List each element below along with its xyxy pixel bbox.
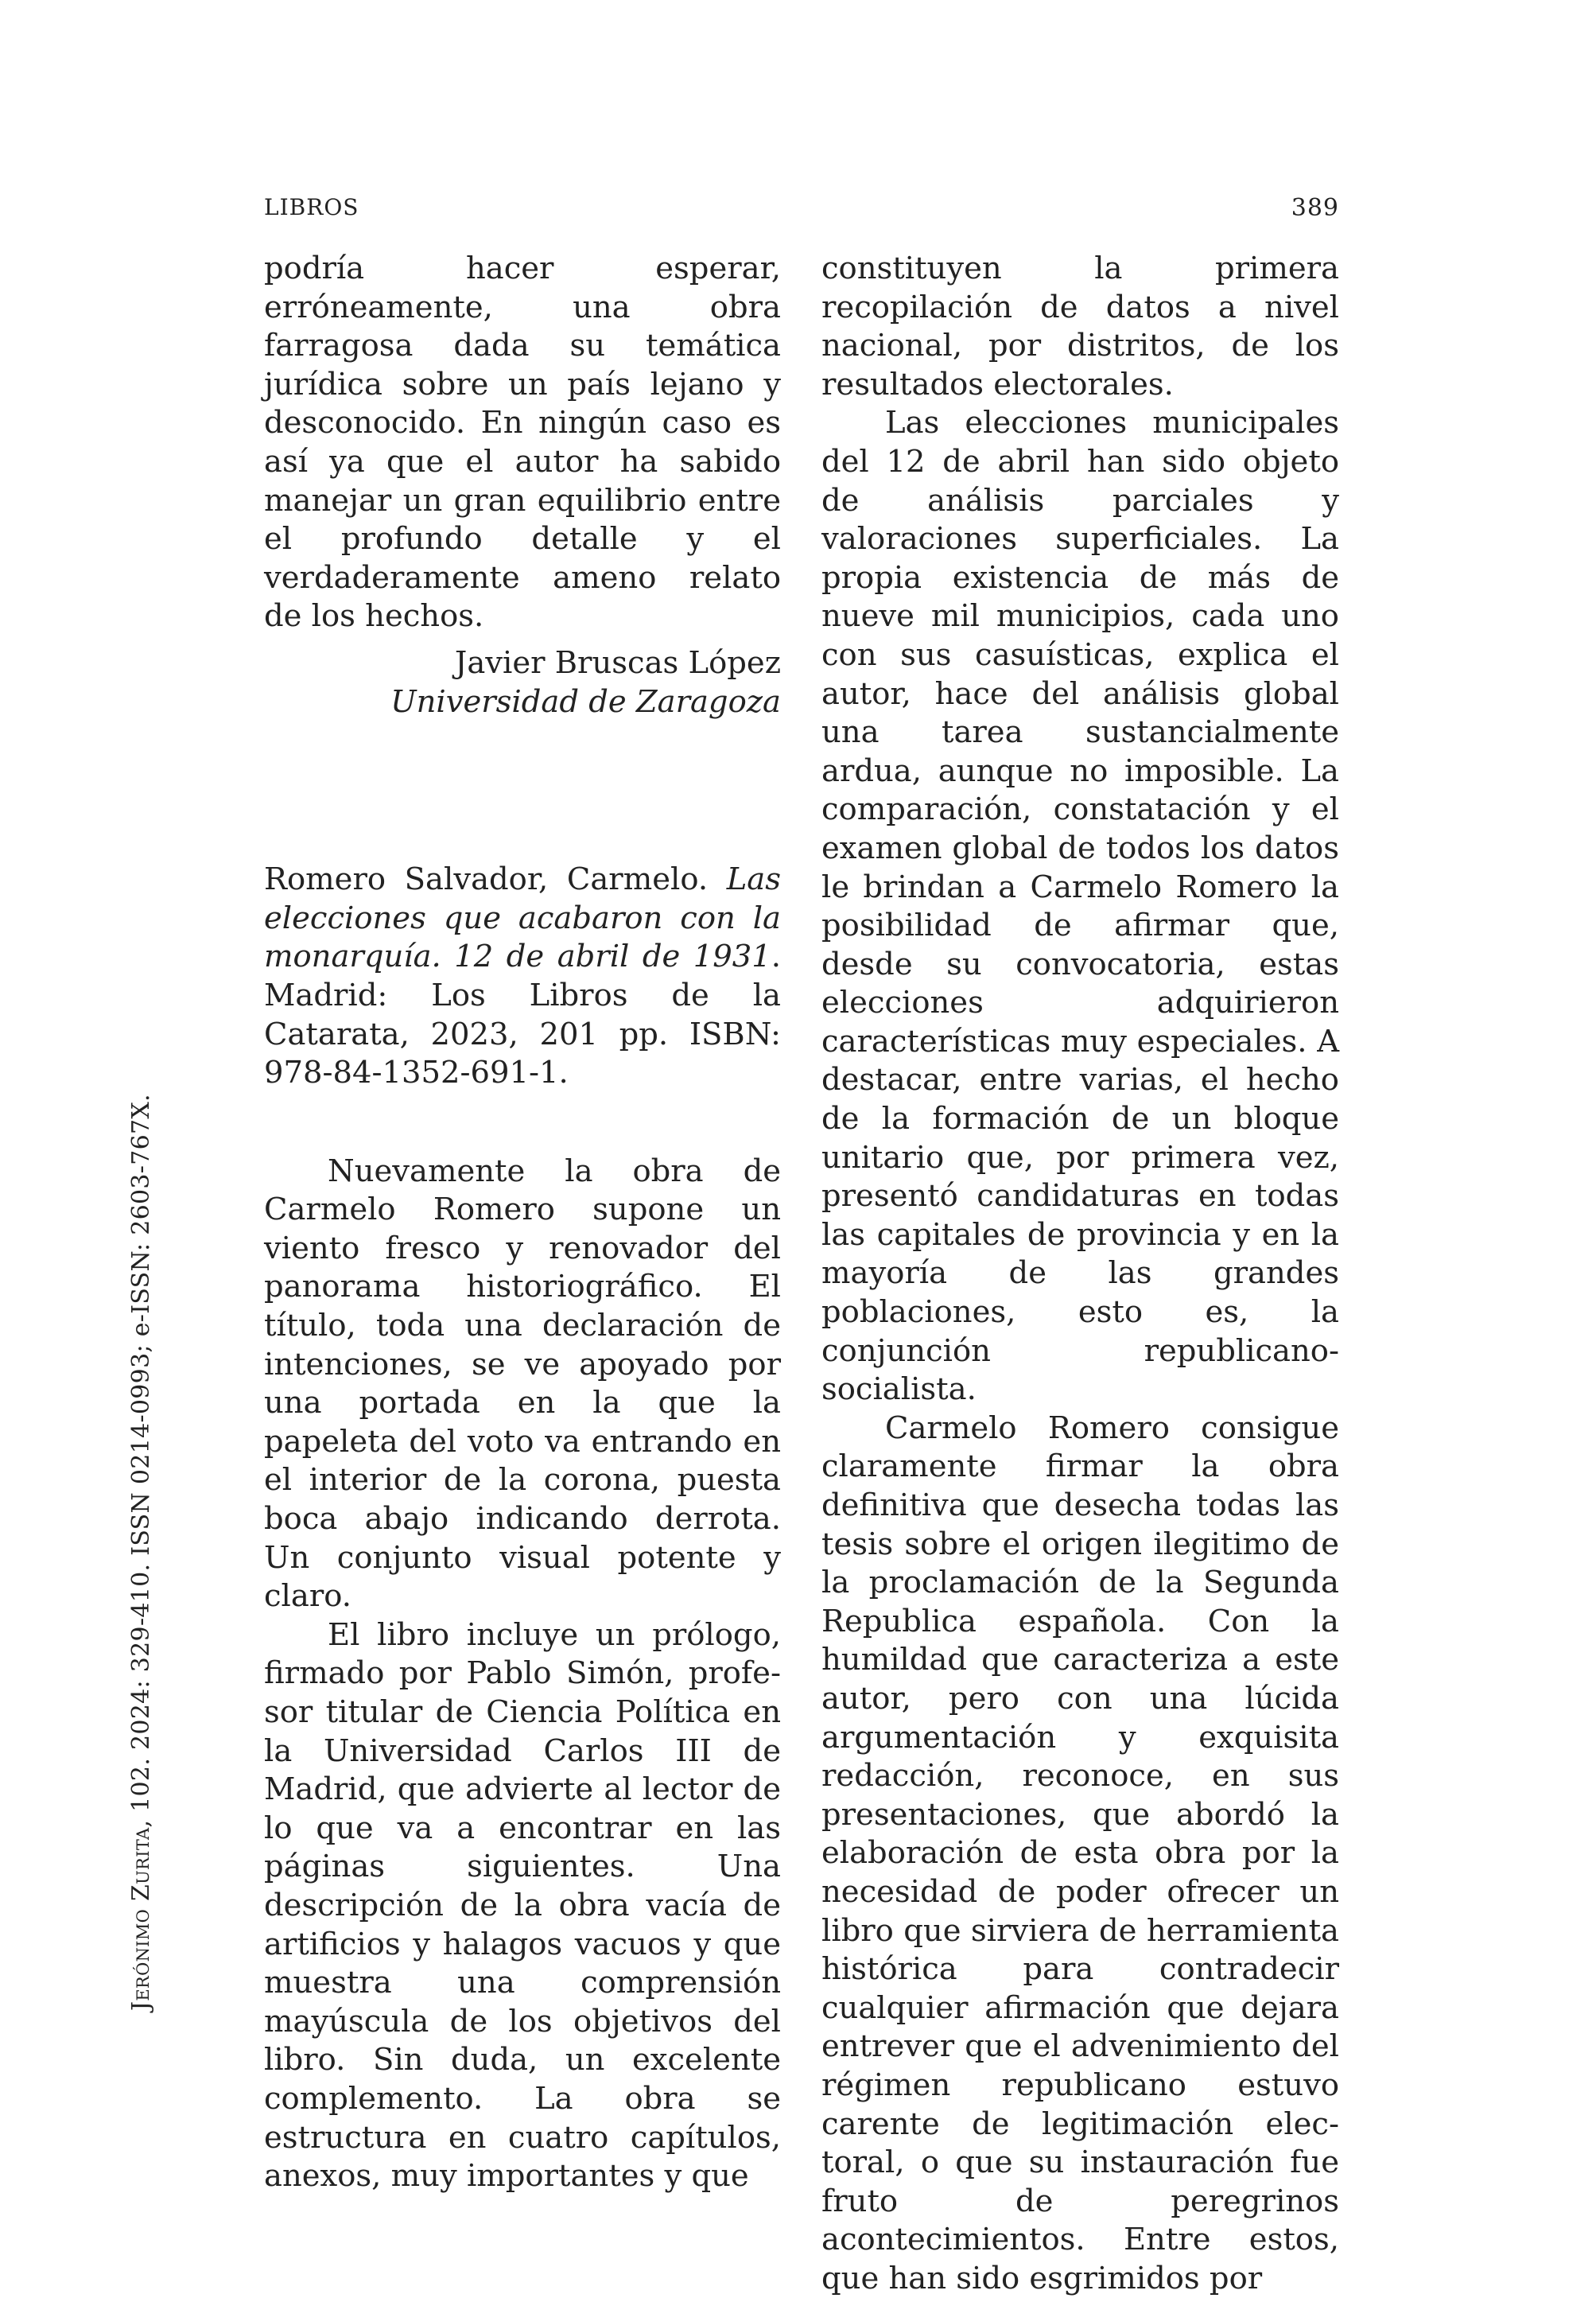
left-column (264, 250, 781, 2196)
paragraph: El libro incluye un prólogo, firmado por Pablo Simón, profesor titular de Ciencia Política en la Universidad Carlos III de Madrid, que advierte al lector de lo que va a encontrar en las páginas siguientes. Una descripción de la obra vacía de artificios y halagos vacuos y que muestra una comprensión mayúscula de los objetivos del libro. Sin duda, un excelente complemento. La obra se estructura en cuatro capítulos, anexos, muy importantes y que (264, 1616, 781, 2195)
spacer (264, 1093, 781, 1153)
paragraph-continued-right: constituyen la primera recopilación de datos a nivel nacional, por distritos, de los resultados electorales. (821, 251, 1339, 402)
paragraph: Las elecciones municipales del 12 de abril han sido objeto de análisis parciales y valoraciones superficiales. La propia existencia de más de nueve mil municipios, cada uno con sus casuísticas, explica el autor, hace del análisis global una tarea sustancialmente ardua, aunque no imposible. La comparación, constatación y el examen global de todos los datos le brindan a Carmelo Romero la posibilidad de afirmar que, desde su convocatoria, estas elecciones adquirieron características muy especiales. A destacar, entre varias, el hecho de la formación de un bloque unitario que, por primera vez, presentó candidaturas en todas las capitales de provincia y en la mayoría de las grandes poblaciones, esto es, la conjunción republicano-socialista. (821, 405, 1339, 1408)
reviewer-name: Javier Bruscas López (454, 644, 781, 681)
citation-title: Las elecciones que acabaron con la monarquía. 12 de abril de 1931 (264, 861, 781, 975)
book-citation (264, 861, 781, 1093)
spacer (264, 721, 781, 861)
citation-author: Romero Salvador, Carmelo. (264, 861, 709, 898)
paragraph: Nuevamente la obra de Carmelo Romero supone un viento fresco y renovador del panorama historiográfico. El título, toda una declaración de intenciones, se ve apoyado por una portada en la que la papeleta del voto va entrando en el interior de la corona, puesta boca abajo indicando derrota. Un conjunto visual potente y claro. (264, 1153, 781, 1615)
paragraph-continued-left: podría hacer esperar, erróneamente, una obra farragosa dada su temática jurídica sobre un país lejano y desconocido. En ningún caso es así ya que el autor ha sabido manejar un gran equilibrio entre el profundo detalle y el verdaderamente ameno relato de los hechos. (264, 251, 781, 635)
spine-citation (127, 1094, 155, 2011)
running-head (264, 194, 1339, 226)
journal-details: , 102. 2024: 329-410. ISSN 0214-0993; e-ISSN: 2603-767X. (127, 1094, 155, 1828)
page-number: 389 (1291, 194, 1339, 222)
paragraph: Carmelo Romero consigue claramente firmar la obra definitiva que desecha todas las tesis sobre el origen ilegitimo de la proclamación de la Segunda Republica española. Con la humildad que caracteriza a este autor, pero con una lúcida argumentación y exquisita redacción, reconoce, en sus presentaciones, que abordó la elaboración de esta obra por la necesidad de poder ofrecer un libro que sirviera de herramienta histórica para contradecir cualquier afirmación que dejara entrever que el advenimiento del régimen republicano estuvo carente de legitimación electoral, o que su instauración fue fruto de peregrinos acontecimientos. Entre estos, que han sido esgrimidos por (821, 1410, 1339, 2296)
right-column (821, 250, 1339, 2298)
review-signature (264, 644, 781, 721)
journal-name: Jerónimo Zurita (127, 1827, 155, 2011)
reviewer-affiliation: Universidad de Zaragoza (390, 683, 781, 720)
citation-publication: . Madrid: Los Libros de la Catarata, 2023, 201 pp. ISBN: 978-84-1352-691-1. (264, 939, 781, 1091)
section-title: LIBROS (264, 194, 359, 220)
